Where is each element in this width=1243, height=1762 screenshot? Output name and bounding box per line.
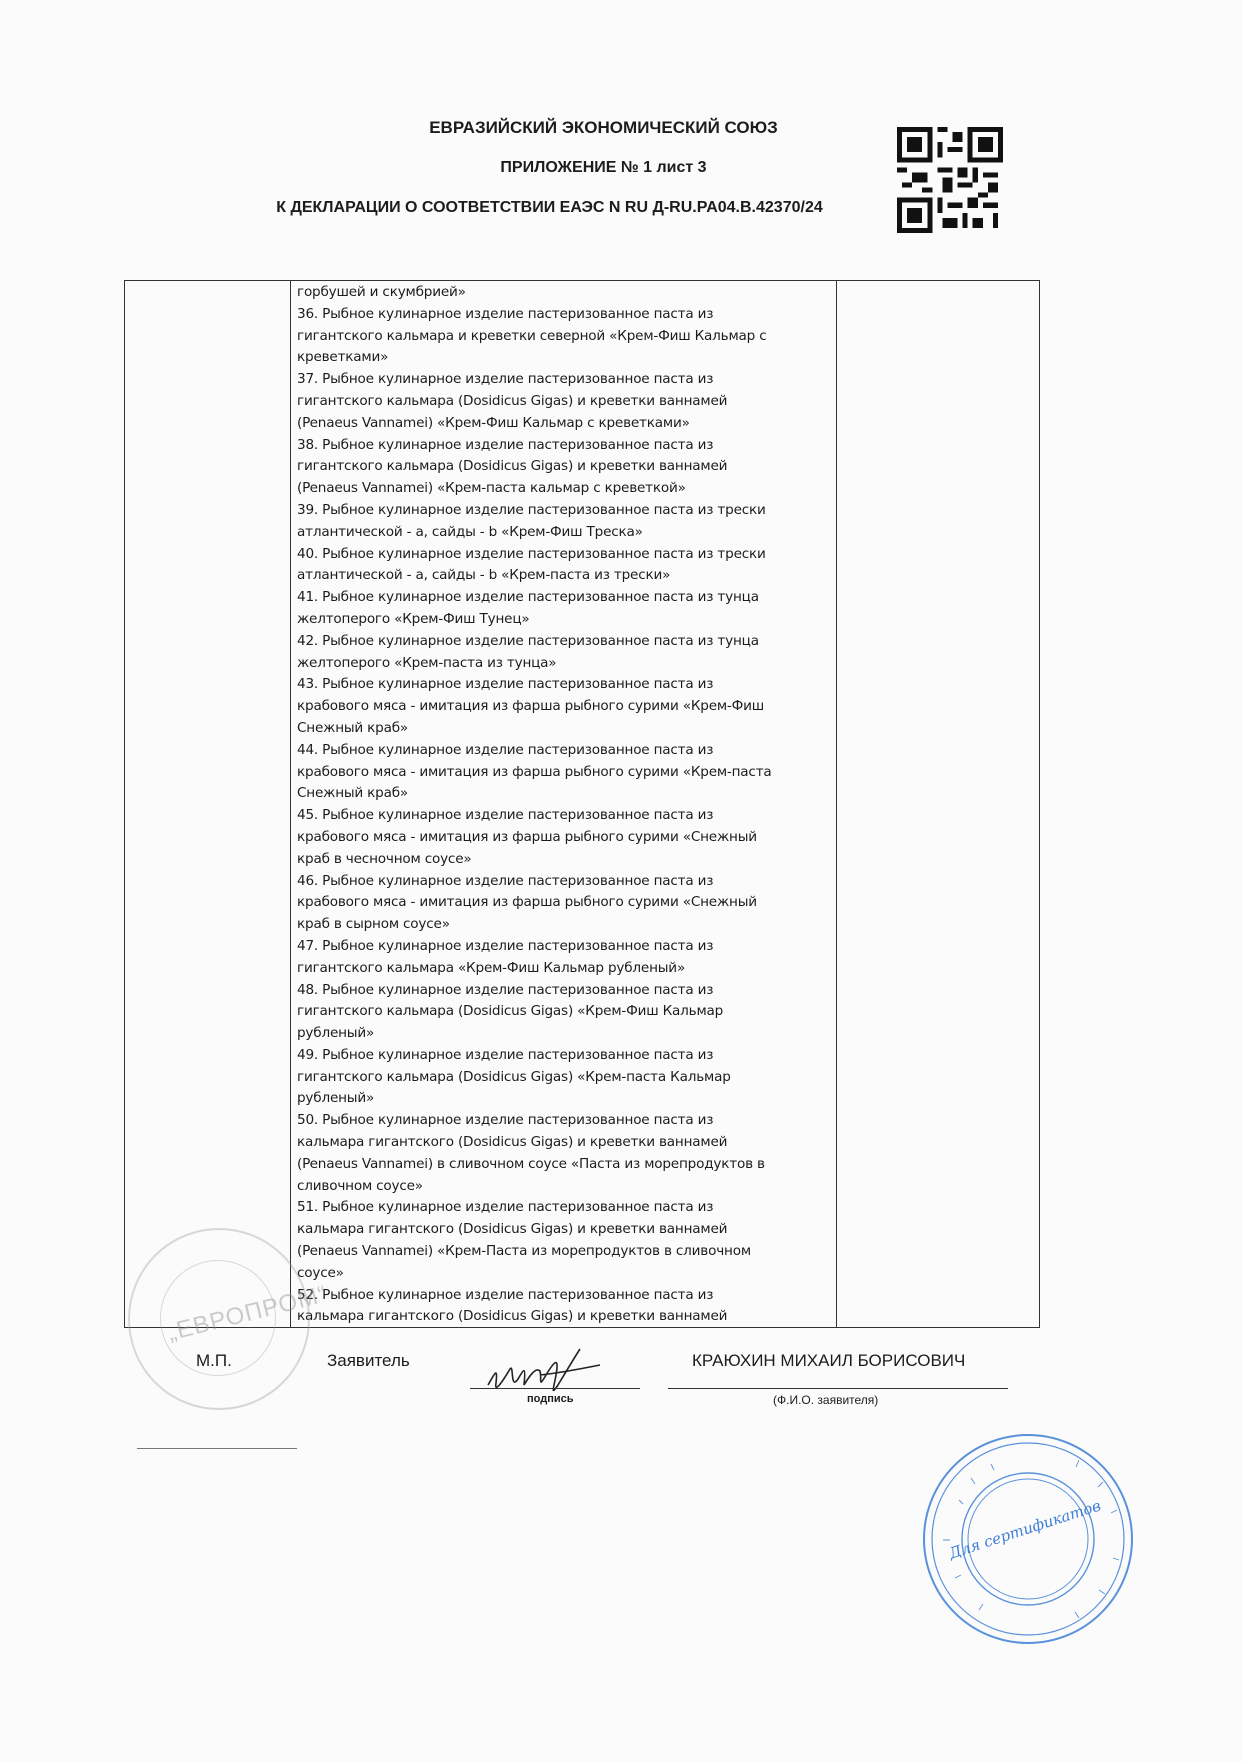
table-line: (Penaeus Vannamei) «Крем-паста кальмар с креветкой» (297, 480, 686, 497)
applicant-label: Заявитель (327, 1351, 410, 1370)
table-line: атлантической - a, сайды - b «Крем-паста из трески» (297, 567, 671, 584)
signature-caption: подпись (527, 1393, 574, 1405)
table-line: гигантского кальмара (Dosidicus Gigas) и креветки ваннамей (297, 392, 728, 409)
table-line: кальмара гигантского (Dosidicus Gigas) и креветки ваннамей (297, 1308, 728, 1325)
table-line: крабового мяса - имитация из фарша рыбного сурими «Снежный (297, 894, 757, 911)
table-line: 44. Рыбное кулинарное изделие пастеризованное паста из (297, 741, 714, 758)
table-line: (Penaeus Vannamei) «Крем-Паста из морепродуктов в сливочном (297, 1243, 751, 1260)
table-line: сливочном соусе» (297, 1177, 423, 1194)
table-line: желтоперого «Крем-Фиш Тунец» (297, 610, 530, 627)
name-line (668, 1388, 1008, 1389)
table-line: (Penaeus Vannamei) «Крем-Фиш Кальмар с креветками» (297, 414, 690, 431)
stamp-place-label: М.П. (196, 1351, 232, 1370)
table-line: 36. Рыбное кулинарное изделие пастеризованное паста из (297, 305, 714, 322)
table-line: 40. Рыбное кулинарное изделие пастеризованное паста из трески (297, 545, 766, 562)
table-line: (Penaeus Vannamei) в сливочном соусе «Паста из морепродуктов в (297, 1155, 765, 1172)
table-line: креветками» (297, 349, 389, 366)
table-line: крабового мяса - имитация из фарша рыбного сурими «Снежный (297, 828, 757, 845)
stamp-right-text: Для сертификатов (946, 1496, 1104, 1563)
table-line: 39. Рыбное кулинарное изделие пастеризованное паста из трески (297, 501, 766, 518)
table-line: гигантского кальмара (Dosidicus Gigas) «Крем-Фиш Кальмар (297, 1003, 724, 1020)
table-line: Снежный краб» (297, 785, 409, 802)
signature-line (470, 1388, 640, 1389)
table-line: 48. Рыбное кулинарное изделие пастеризованное паста из (297, 981, 714, 998)
table-line: 52. Рыбное кулинарное изделие пастеризованное паста из (297, 1286, 714, 1303)
table-line: 47. Рыбное кулинарное изделие пастеризованное паста из (297, 937, 714, 954)
table-line: гигантского кальмара «Крем-Фиш Кальмар рубленый» (297, 959, 686, 976)
union-title: ЕВРАЗИЙСКИЙ ЭКОНОМИЧЕСКИЙ СОЮЗ (429, 118, 778, 137)
table-line: краб в сырном соусе» (297, 916, 450, 933)
table-line: кальмара гигантского (Dosidicus Gigas) и креветки ваннамей (297, 1221, 728, 1238)
table-line: гигантского кальмара (Dosidicus Gigas) «Крем-паста Кальмар (297, 1068, 731, 1085)
page-rule (137, 1448, 297, 1449)
stamp-left-text: „ЕВРОПРОМ“ (165, 1280, 331, 1347)
table-line: Снежный краб» (297, 719, 409, 736)
table-line: желтоперого «Крем-паста из тунца» (297, 654, 557, 671)
table-line: 51. Рыбное кулинарное изделие пастеризованное паста из (297, 1199, 714, 1216)
table-line: 45. Рыбное кулинарное изделие пастеризованное паста из (297, 807, 714, 824)
table-line: атлантической - a, сайды - b «Крем-Фиш Треска» (297, 523, 643, 540)
company-stamp-right (919, 1430, 1137, 1648)
table-line: 43. Рыбное кулинарное изделие пастеризованное паста из (297, 676, 714, 693)
appendix-title: ПРИЛОЖЕНИЕ № 1 лист 3 (500, 159, 707, 176)
table-line: 46. Рыбное кулинарное изделие пастеризованное паста из (297, 872, 714, 889)
table-line: соусе» (297, 1264, 344, 1281)
table-line: рубленый» (297, 1090, 375, 1107)
table-line: 42. Рыбное кулинарное изделие пастеризованное паста из тунца (297, 632, 759, 649)
table-line: 49. Рыбное кулинарное изделие пастеризованное паста из (297, 1046, 714, 1063)
table-line: 50. Рыбное кулинарное изделие пастеризованное паста из (297, 1112, 714, 1129)
table-line: горбушей и скумбрией» (297, 284, 466, 300)
table-line: гигантского кальмара и креветки северной «Крем-Фиш Кальмар с (297, 327, 767, 344)
table-line: крабового мяса - имитация из фарша рыбного сурими «Крем-паста (297, 763, 772, 780)
table-line: 41. Рыбное кулинарное изделие пастеризованное паста из тунца (297, 589, 759, 606)
table-divider (290, 281, 291, 1327)
table-line: гигантского кальмара (Dosidicus Gigas) и креветки ваннамей (297, 458, 728, 475)
table-line: крабового мяса - имитация из фарша рыбного сурими «Крем-Фиш (297, 698, 764, 715)
table-line: 38. Рыбное кулинарное изделие пастеризованное паста из (297, 436, 714, 453)
declaration-title: К ДЕКЛАРАЦИИ О СООТВЕТСТВИИ ЕАЭС N RU Д-RU.PA04.B.42370/24 (276, 199, 823, 216)
product-list (297, 282, 837, 1328)
name-caption: (Ф.И.О. заявителя) (773, 1393, 879, 1407)
table-line: краб в чесночном соусе» (297, 850, 472, 867)
qr-code-icon (897, 127, 1003, 233)
table-line: рубленый» (297, 1025, 375, 1042)
table-line: кальмара гигантского (Dosidicus Gigas) и креветки ваннамей (297, 1134, 728, 1151)
table-line: 37. Рыбное кулинарное изделие пастеризованное паста из (297, 371, 714, 388)
applicant-name: КРАЮХИН МИХАИЛ БОРИСОВИЧ (692, 1351, 966, 1370)
